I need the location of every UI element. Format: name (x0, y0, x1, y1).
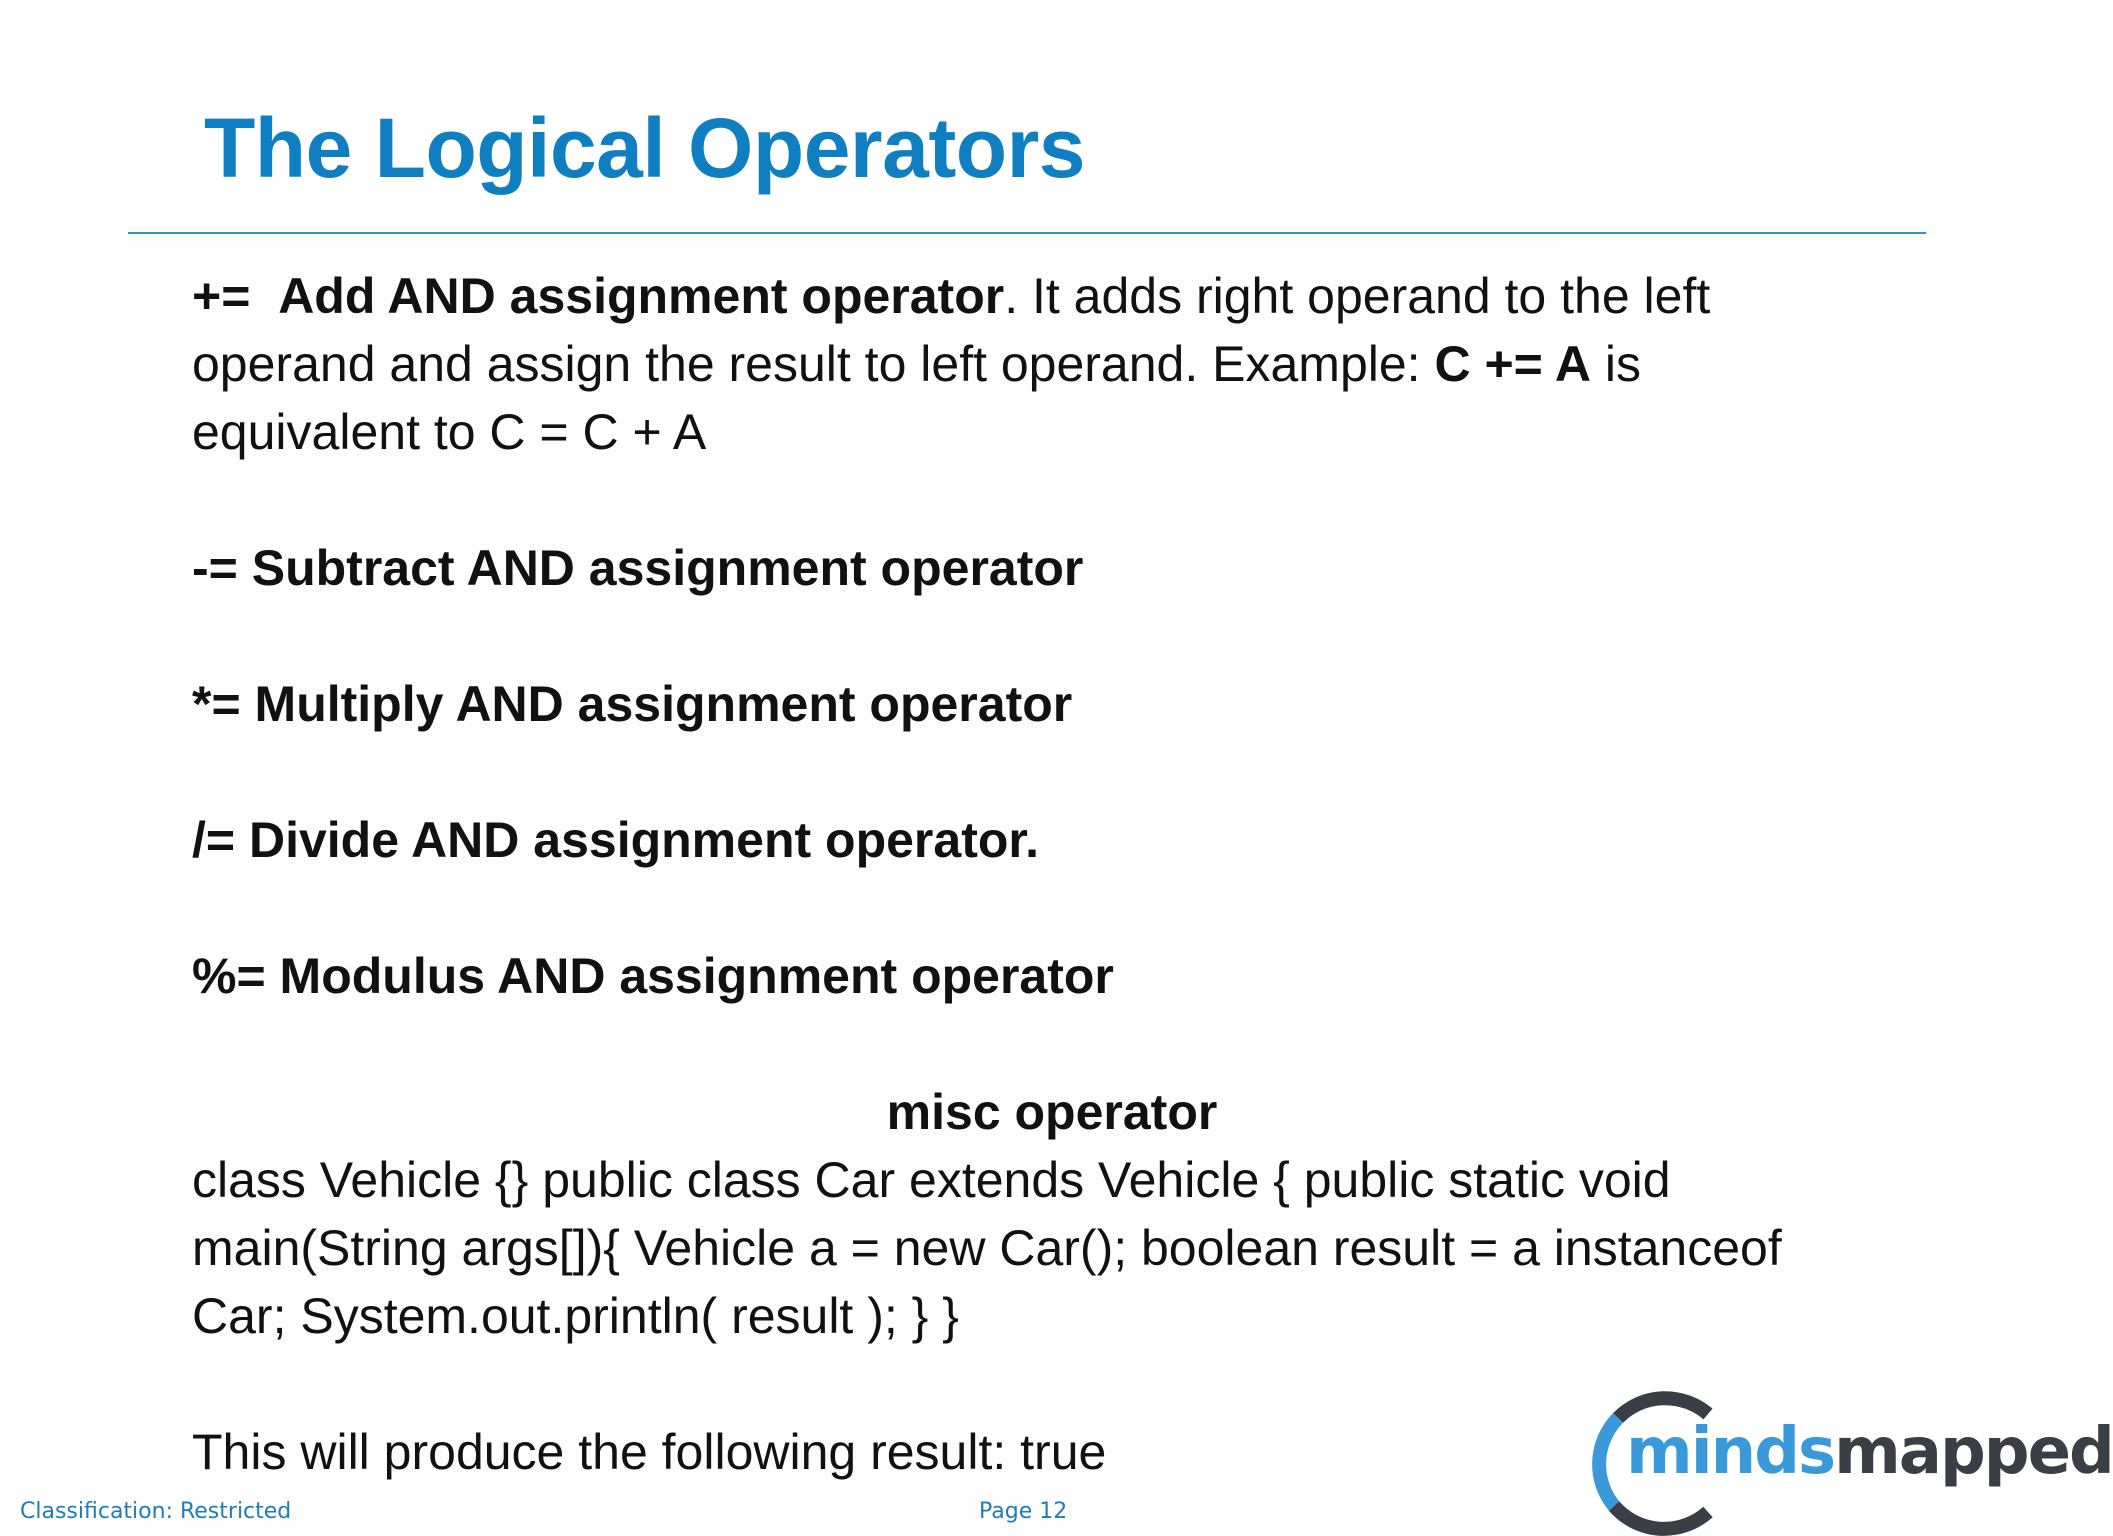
logo-word-minds: minds (1626, 1415, 1835, 1489)
multiply-assignment-item: *= Multiply AND assignment operator (192, 676, 1073, 732)
title-divider (128, 232, 1926, 234)
mindsmapped-logo (1590, 1388, 2113, 1536)
logo-wordmark (1626, 1412, 2113, 1492)
page-number: Page 12 (979, 1499, 1068, 1524)
add-operator-equivalent: equivalent to C = C + A (192, 404, 707, 460)
subtract-assignment-item: -= Subtract AND assignment operator (192, 540, 1084, 596)
add-operator-desc: . It adds right operand to the left (1004, 268, 1711, 324)
add-operator-desc-2: operand and assign the result to left operand. Example: (192, 336, 1435, 392)
slide-body (192, 262, 1912, 1486)
add-operator-desc-3: is (1591, 336, 1642, 392)
modulus-assignment-item: %= Modulus AND assignment operator (192, 948, 1114, 1004)
logo-word-mapped: mapped (1834, 1415, 2113, 1489)
misc-operator-heading: misc operator (886, 1084, 1218, 1140)
add-operator-example: C += A (1434, 336, 1592, 392)
divide-assignment-item: /= Divide AND assignment operator. (192, 812, 1039, 868)
add-operator-name: Add AND assignment operator (278, 268, 1005, 324)
code-line-1: class Vehicle {} public class Car extends Vehicle { public static void (192, 1152, 1671, 1208)
code-line-2: main(String args[]){ Vehicle a = new Car(); boolean result = a instanceof (192, 1220, 1782, 1276)
result-text: This will produce the following result: true (192, 1424, 1107, 1480)
code-line-3: Car; System.out.println( result ); } } (192, 1288, 959, 1344)
classification-label: Classification: Restricted (20, 1499, 292, 1524)
slide-title: The Logical Operators (204, 101, 1086, 195)
add-assignment-item (192, 262, 1912, 466)
add-operator-symbol: += (192, 268, 251, 324)
